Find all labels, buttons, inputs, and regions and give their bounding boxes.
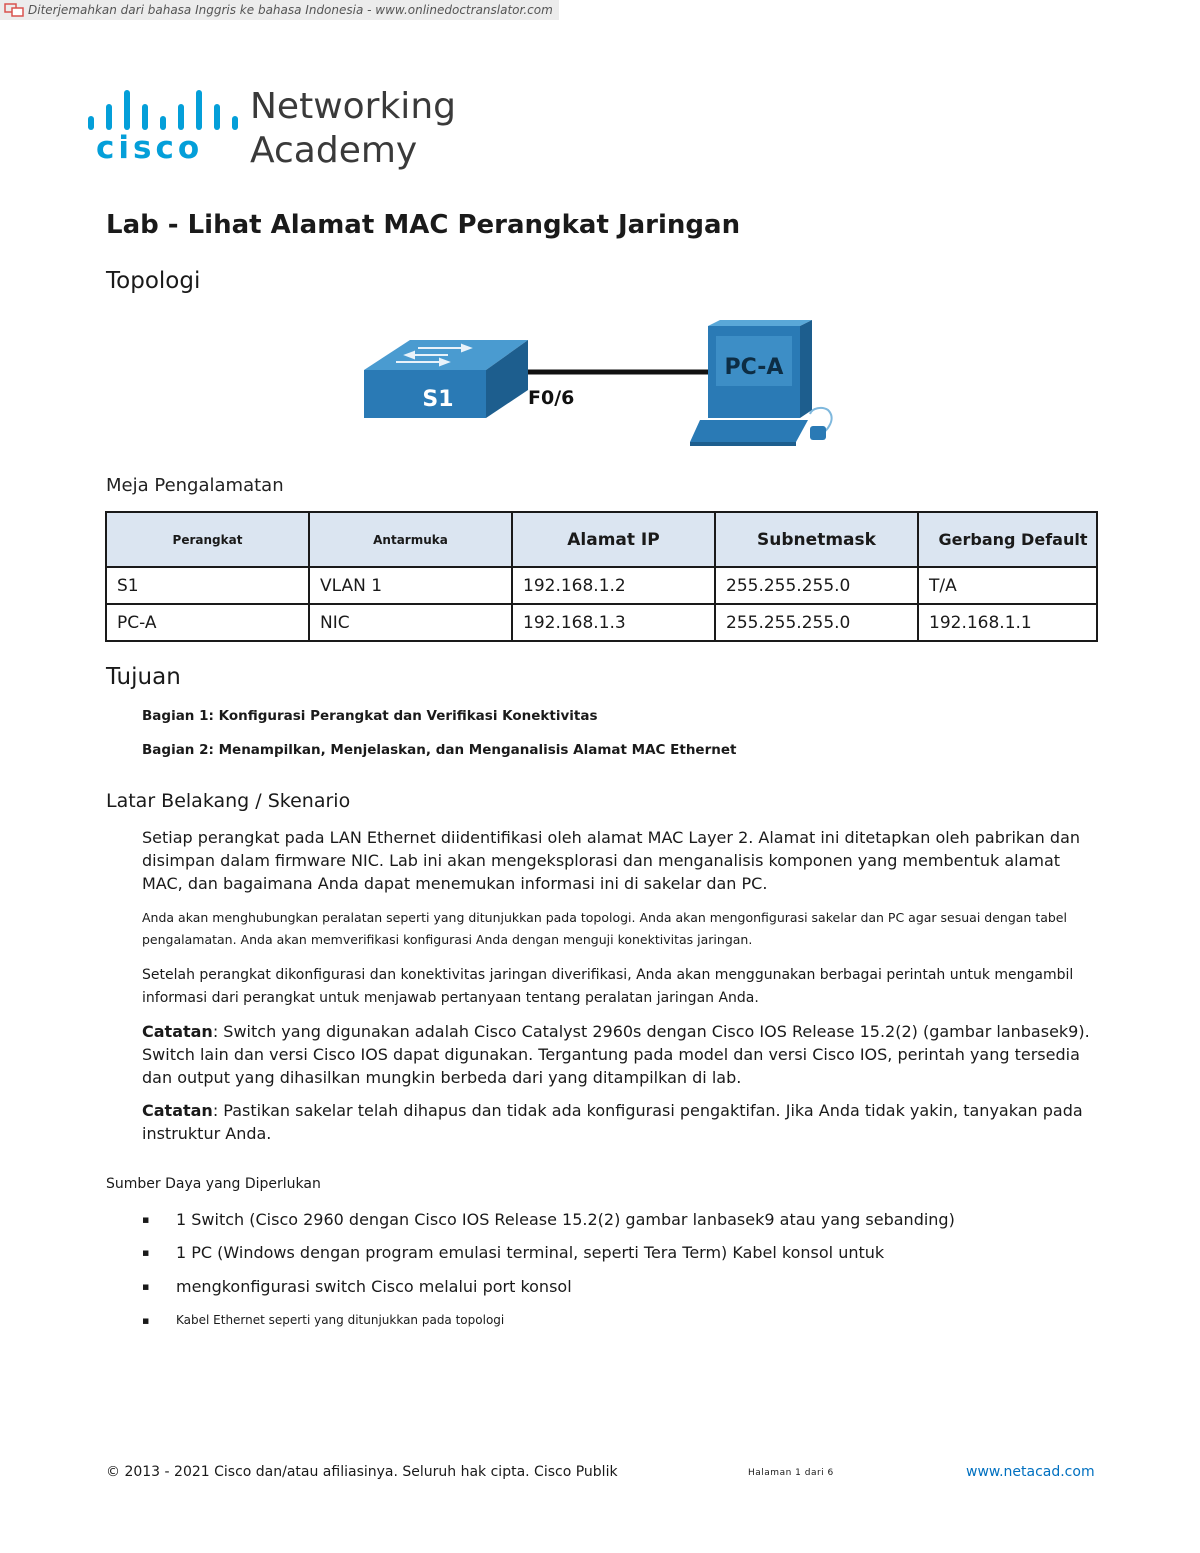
pc-label: PC-A [724,355,784,380]
table-cell: 192.168.1.1 [918,604,1097,641]
header-subnetmask: Subnetmask [715,512,918,567]
port-label: F0/6 [528,387,575,409]
addressing-table [105,511,1098,642]
objective-part-2: Bagian 2: Menampilkan, Menjelaskan, dan Menganalisis Alamat MAC Ethernet [142,742,737,758]
list-item [142,1210,955,1229]
table-cell: T/A [918,567,1097,604]
background-paragraph-2: Anda akan menghubungkan peralatan seperti yang ditunjukkan pada topologi. Anda akan mengonfigurasi sakelar dan PC agar sesuai dengan tabel pengalamatan. Anda akan memverifikasi konfigurasi Anda dengan menguji konektivitas jaringan. [142,910,1067,947]
note-label: Catatan [142,1022,213,1041]
list-item-text: 1 PC (Windows dengan program emulasi terminal, seperti Tera Term) Kabel konsol untuk [176,1243,885,1262]
header-gerbang-default: Gerbang Default [918,512,1097,567]
logo-networking: Networking [250,86,456,127]
footer-page-number: Halaman 1 dari 6 [748,1468,834,1478]
table-header-row [106,512,1097,567]
table-row [106,604,1097,641]
header-antarmuka: Antarmuka [309,512,512,567]
objectives-heading: Tujuan [106,664,181,690]
addressing-heading: Meja Pengalamatan [106,475,284,496]
topology-diagram [360,318,850,450]
note-2 [142,1099,1102,1145]
cisco-bars-icon [86,86,236,130]
list-item-text: 1 Switch (Cisco 2960 dengan Cisco IOS Release 15.2(2) gambar lanbasek9 atau yang sebanding) [176,1210,955,1229]
cisco-networking-academy-logo [86,86,486,178]
header-perangkat: Perangkat [106,512,309,567]
page-title: Lab - Lihat Alamat MAC Perangkat Jaringan [106,210,741,240]
pc-a-icon [690,320,832,446]
table-cell: NIC [309,604,512,641]
table-cell: 255.255.255.0 [715,567,918,604]
objective-part-1: Bagian 1: Konfigurasi Perangkat dan Verifikasi Konektivitas [142,708,598,724]
header-alamat-ip: Alamat IP [512,512,715,567]
logo-academy: Academy [250,130,418,171]
list-item [142,1277,572,1296]
bullet-icon: ▪ [142,1313,150,1327]
note-1-text: : Switch yang digunakan adalah Cisco Catalyst 2960s dengan Cisco IOS Release 15.2(2) (gambar lanbasek9). Switch lain dan versi Cisco IOS dapat digunakan. Tergantung pada model dan versi Cisco IOS, perintah yang tersedia dan output yang dihasilkan mungkin berbeda dari yang ditampilkan di lab. [142,1022,1090,1087]
background-paragraph-3: Setelah perangkat dikonfigurasi dan konektivitas jaringan diverifikasi, Anda akan menggunakan berbagai perintah untuk mengambil informasi dari perangkat untuk menjawab pertanyaan tentang peralatan jaringan Anda. [142,967,1074,1006]
translate-icon [4,3,24,17]
resources-heading: Sumber Daya yang Diperlukan [106,1176,321,1192]
topology-heading: Topologi [106,268,201,294]
list-item [142,1243,884,1262]
table-cell: 192.168.1.3 [512,604,715,641]
list-item-text: mengkonfigurasi switch Cisco melalui port konsol [176,1277,572,1296]
background-heading: Latar Belakang / Skenario [106,790,351,812]
bullet-icon: ▪ [142,1246,150,1259]
cisco-wordmark: cisco [96,130,204,166]
table-cell: 192.168.1.2 [512,567,715,604]
table-cell: PC-A [106,604,309,641]
translator-banner[interactable] [0,0,559,20]
list-item [142,1313,504,1327]
bullet-icon: ▪ [142,1213,150,1226]
footer-netacad-link[interactable]: www.netacad.com [966,1464,1095,1480]
note-2-text: : Pastikan sakelar telah dihapus dan tidak ada konfigurasi pengaktifan. Jika Anda tidak yakin, tanyakan pada instruktur Anda. [142,1101,1083,1143]
table-cell: S1 [106,567,309,604]
table-cell: 255.255.255.0 [715,604,918,641]
background-paragraph-1: Setiap perangkat pada LAN Ethernet diidentifikasi oleh alamat MAC Layer 2. Alamat ini ditetapkan oleh pabrikan dan disimpan dalam firmware NIC. Lab ini akan mengeksplorasi dan menganalisis komponen yang membentuk alamat MAC, dan bagaimana Anda dapat menemukan informasi ini di sakelar dan PC. [142,828,1081,893]
table-cell: VLAN 1 [309,567,512,604]
footer-copyright: © 2013 - 2021 Cisco dan/atau afiliasinya. Seluruh hak cipta. Cisco Publik [106,1464,618,1480]
note-label: Catatan [142,1101,213,1120]
bullet-icon: ▪ [142,1280,150,1293]
list-item-text: Kabel Ethernet seperti yang ditunjukkan pada topologi [176,1313,505,1327]
table-row [106,567,1097,604]
translator-banner-text: Diterjemahkan dari bahasa Inggris ke bahasa Indonesia - www.onlinedoctranslator.com [28,3,553,17]
switch-label: S1 [422,387,454,412]
note-1 [142,1020,1102,1089]
